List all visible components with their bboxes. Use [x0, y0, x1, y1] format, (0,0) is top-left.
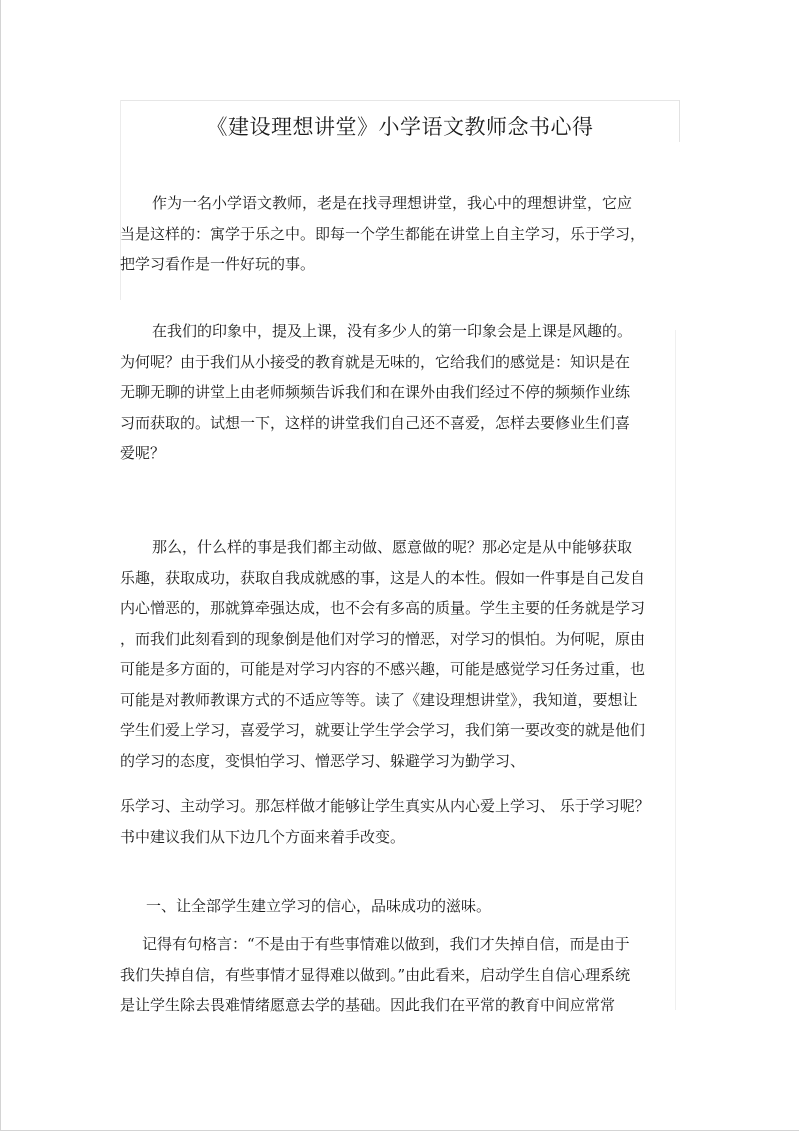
paragraph-2 — [120, 316, 665, 469]
paragraph-line: 当是这样的：寓学于乐之中。即每一个学生都能在讲堂上自主学习，乐于学习， — [120, 224, 646, 243]
paragraph-line: 爱呢？ — [120, 444, 166, 462]
document-title: 《建设理想讲堂》小学语文教师念书心得 — [206, 115, 594, 139]
paragraph-line: 可能是对教师教课方式的不适应等等。读了《建设理想讲堂》，我知道，要想让 — [120, 690, 638, 709]
frame-line-top — [120, 100, 680, 101]
paragraph-3 — [120, 532, 665, 776]
paragraph-line: 一、让全部学生建立学习的信心，品味成功的滋味。 — [146, 897, 492, 915]
paragraph-line: 乐趣，获取成功，获取自我成就感的事，这是人的本性。假如一件事是自己发自 — [120, 568, 646, 587]
paragraph-1 — [120, 188, 665, 280]
paragraph-4 — [120, 791, 665, 852]
paragraph-line: 记得有句格言：“不是由于有些事情难以做到，我们才失掉自信，而是由于 — [142, 935, 630, 953]
paragraph-line: 在我们的印象中，提及上课，没有多少人的第一印象会是上课是风趣的。 — [152, 322, 633, 340]
paragraph-line: 乐学习、主动学习。那怎样做才能够让学生真实从内心爱上学习、 乐于学习呢？ — [120, 797, 650, 815]
paragraph-line: 内心憎恶的，那就算牵强达成，也不会有多高的质量。学生主要的任务就是学习 — [120, 599, 646, 617]
paragraph-6 — [120, 929, 665, 1021]
paragraph-line: 可能是多方面的，可能是对学习内容的不感兴趣，可能是感觉学习任务过重，也 — [120, 660, 646, 678]
frame-line-right-lower — [675, 330, 676, 1010]
paragraph-line: 习而获取的。试想一下，这样的讲堂我们自己还不喜爱，怎样去要修业生们喜 — [120, 413, 631, 432]
paragraph-line: ，而我们此刻看到的现象倒是他们对学习的憎恶，对学习的惧怕。为何呢，原由 — [120, 629, 646, 648]
paragraph-line: 那么，什么样的事是我们都主动做、愿意做的呢？那必定是从中能够获取 — [152, 538, 633, 556]
section-heading-1 — [120, 891, 665, 922]
paragraph-line: 为何呢？由于我们从小接受的教育就是无味的，它给我们的感觉是：知识是在 — [120, 352, 631, 371]
paragraph-line: 书中建议我们从下边几个方面来着手改变。 — [120, 827, 406, 846]
paragraph-line: 无聊无聊的讲堂上由老师频频告诉我们和在课外由我们经过不停的频频作业练 — [120, 383, 631, 401]
paragraph-line: 我们失掉自信，有些事情才显得难以做到。”由此看来，启动学生自信心理系统 — [120, 965, 631, 984]
paragraph-line: 是让学生除去畏难情绪愿意去学的基础。因此我们在平常的教育中间应常常 — [120, 996, 616, 1014]
paragraph-line: 学生们爱上学习，喜爱学习，就要让学生学会学习，我们第一要改变的就是他们 — [120, 721, 646, 739]
paragraph-line: 的学习的态度，变惧怕学习、憎恶学习、躲避学习为勤学习、 — [120, 751, 526, 770]
paragraph-line: 把学习看作是一件好玩的事。 — [120, 255, 316, 273]
paragraph-line: 作为一名小学语文教师，老是在找寻理想讲堂，我心中的理想讲堂，它应 — [152, 194, 633, 212]
